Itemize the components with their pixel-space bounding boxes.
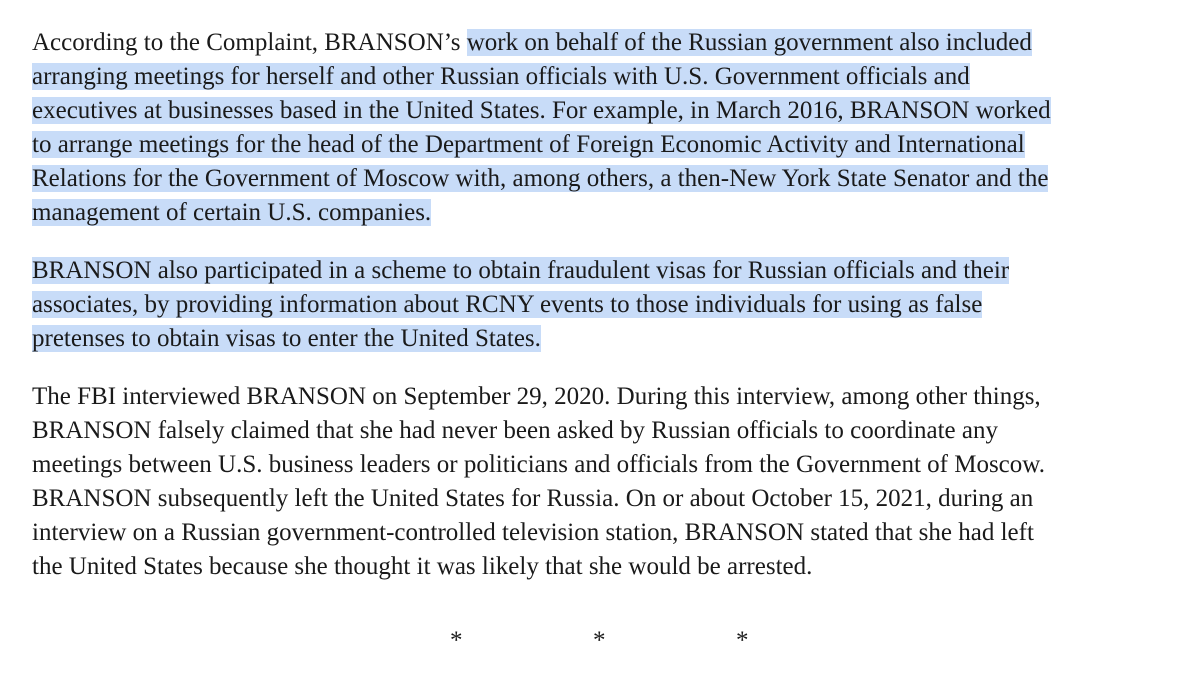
highlighted-text: executives at businesses based in the United States. For example, in March 2016, BRANSON worked [32,97,1051,124]
separator-asterisk: * [450,627,463,654]
text-line [32,196,1182,230]
document-body [32,26,1182,584]
text-line [32,516,1182,550]
plain-text: The FBI interviewed BRANSON on September 29, 2020. During this interview, among other things, [32,383,1041,410]
text-line [32,380,1182,414]
paragraph-complaint-meetings [32,26,1182,230]
separator-asterisk: * [736,627,749,654]
text-line [32,60,1182,94]
text-line [32,26,1182,60]
text-line [32,550,1182,584]
paragraph-fbi-interview [32,380,1182,584]
text-line [32,128,1182,162]
plain-text: According to the Complaint, BRANSON’s [32,29,467,56]
text-line [32,322,1182,356]
highlighted-text: BRANSON also participated in a scheme to obtain fraudulent visas for Russian officials and their [32,257,1010,284]
highlighted-text: to arrange meetings for the head of the Department of Foreign Economic Activity and International [32,131,1025,158]
text-line [32,414,1182,448]
plain-text: BRANSON subsequently left the United States for Russia. On or about October 15, 2021, during an [32,485,1034,512]
highlighted-text: management of certain U.S. companies. [32,199,432,226]
highlighted-text: arranging meetings for herself and other Russian officials with U.S. Government officials and [32,63,970,90]
highlighted-text: pretenses to obtain visas to enter the United States. [32,325,541,352]
text-line [32,254,1182,288]
section-separator [0,626,1200,656]
highlighted-text: associates, by providing information about RCNY events to those individuals for using as false [32,291,983,318]
plain-text: interview on a Russian government-controlled television station, BRANSON stated that she had left [32,519,1034,546]
text-line [32,288,1182,322]
paragraph-fraudulent-visas [32,254,1182,356]
highlighted-text: work on behalf of the Russian government also included [466,29,1032,56]
plain-text: meetings between U.S. business leaders or politicians and officials from the Government of Moscow. [32,451,1045,478]
text-line [32,162,1182,196]
text-line [32,482,1182,516]
text-line [32,448,1182,482]
plain-text: the United States because she thought it was likely that she would be arrested. [32,553,813,580]
separator-asterisk: * [593,627,606,654]
highlighted-text: Relations for the Government of Moscow with, among others, a then-New York State Senator and the [32,165,1049,192]
text-line [32,94,1182,128]
plain-text: BRANSON falsely claimed that she had never been asked by Russian officials to coordinate any [32,417,998,444]
